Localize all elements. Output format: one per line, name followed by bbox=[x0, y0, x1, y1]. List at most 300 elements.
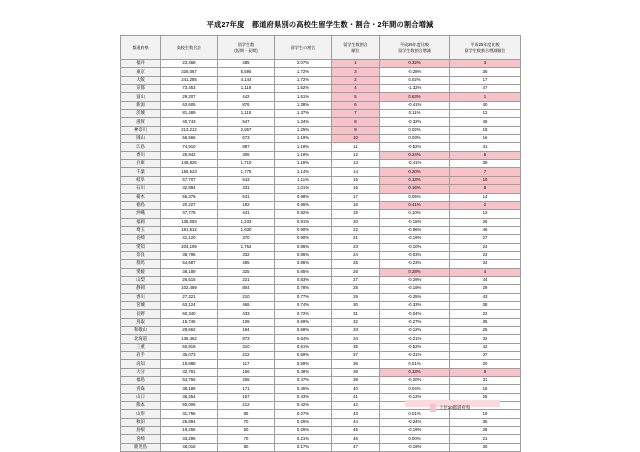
cell-exchange-students: 1,778 bbox=[218, 168, 275, 176]
cell-prefecture: 千葉 bbox=[121, 168, 161, 176]
cell-total-students: 36,254 bbox=[161, 393, 218, 401]
cell-change: 0.16% bbox=[380, 185, 450, 193]
cell-prefecture: 兵庫 bbox=[121, 160, 161, 168]
table-row bbox=[121, 243, 521, 251]
cell-change-rank: 3 bbox=[450, 60, 521, 68]
cell-change: -0.32% bbox=[380, 118, 450, 126]
table-row bbox=[121, 310, 521, 318]
table-row bbox=[121, 193, 521, 201]
cell-prefecture: 栃木 bbox=[121, 193, 161, 201]
cell-ratio-rank: 18 bbox=[332, 201, 380, 209]
cell-prefecture: 奈良 bbox=[121, 251, 161, 259]
cell-prefecture: 三重 bbox=[121, 343, 161, 351]
cell-prefecture: 福井 bbox=[121, 60, 161, 68]
cell-exchange-students: 441 bbox=[218, 210, 275, 218]
cell-ratio: 0.61% bbox=[275, 343, 332, 351]
cell-ratio: 0.21% bbox=[275, 435, 332, 443]
cell-ratio: 0.26% bbox=[275, 427, 332, 435]
cell-prefecture: 新潟 bbox=[121, 101, 161, 109]
cell-ratio: 1.38% bbox=[275, 101, 332, 109]
table-row bbox=[121, 335, 521, 343]
cell-exchange-students: 156 bbox=[218, 368, 275, 376]
column-header-ratio: 留学生の割合 bbox=[275, 36, 332, 60]
cell-prefecture: 福島 bbox=[121, 377, 161, 385]
cell-ratio-rank: 25 bbox=[332, 260, 380, 268]
cell-change-rank: 6 bbox=[450, 151, 521, 159]
cell-total-students: 241,285 bbox=[161, 76, 218, 84]
cell-ratio: 0.95% bbox=[275, 201, 332, 209]
cell-ratio: 1.34% bbox=[275, 118, 332, 126]
cell-change-rank: 46 bbox=[450, 226, 521, 234]
cell-prefecture: 岡山 bbox=[121, 135, 161, 143]
cell-change: 0.01% bbox=[380, 410, 450, 418]
cell-change-rank: 26 bbox=[450, 218, 521, 226]
cell-total-students: 19,256 bbox=[161, 427, 218, 435]
table-row bbox=[121, 126, 521, 134]
cell-ratio-rank: 40 bbox=[332, 385, 380, 393]
cell-prefecture: 山形 bbox=[121, 410, 161, 418]
cell-ratio-rank: 24 bbox=[332, 251, 380, 259]
table-row bbox=[121, 135, 521, 143]
cell-change: 0.10% bbox=[380, 210, 450, 218]
cell-change-rank: 42 bbox=[450, 343, 521, 351]
cell-ratio-rank: 13 bbox=[332, 160, 380, 168]
cell-prefecture: 愛知 bbox=[121, 243, 161, 251]
cell-change: -0.96% bbox=[380, 226, 450, 234]
cell-change-rank: 7 bbox=[450, 168, 521, 176]
cell-prefecture: 沖縄 bbox=[121, 210, 161, 218]
cell-ratio: 0.90% bbox=[275, 235, 332, 243]
cell-total-students: 25,942 bbox=[161, 151, 218, 159]
table-row bbox=[121, 226, 521, 234]
cell-ratio-rank: 27 bbox=[332, 276, 380, 284]
cell-total-students: 50,006 bbox=[161, 402, 218, 410]
cell-ratio-rank: 41 bbox=[332, 393, 380, 401]
cell-ratio: 1.19% bbox=[275, 135, 332, 143]
cell-prefecture: 徳島 bbox=[121, 201, 161, 209]
cell-exchange-students: 212 bbox=[218, 352, 275, 360]
cell-ratio: 1.14% bbox=[275, 168, 332, 176]
cell-change-rank: 18 bbox=[450, 126, 521, 134]
cell-change-rank: 8 bbox=[450, 185, 521, 193]
cell-change-rank: 21 bbox=[450, 435, 521, 443]
cell-ratio: 0.86% bbox=[275, 243, 332, 251]
cell-ratio: 0.45% bbox=[275, 385, 332, 393]
table-row bbox=[121, 352, 521, 360]
cell-prefecture: 大阪 bbox=[121, 76, 161, 84]
cell-total-students: 31,756 bbox=[161, 410, 218, 418]
cell-exchange-students: 109 bbox=[218, 318, 275, 326]
cell-change: 0.04% bbox=[380, 385, 450, 393]
table-row bbox=[121, 160, 521, 168]
cell-prefecture: 山梨 bbox=[121, 276, 161, 284]
cell-exchange-students: 306 bbox=[218, 151, 275, 159]
cell-ratio-rank: 20 bbox=[332, 218, 380, 226]
cell-change: -0.19% bbox=[380, 285, 450, 293]
cell-change: -0.25% bbox=[380, 293, 450, 301]
table-row bbox=[121, 443, 521, 451]
cell-change-rank: 24 bbox=[450, 243, 521, 251]
cell-change: -0.41% bbox=[380, 160, 450, 168]
cell-ratio-rank: 2 bbox=[332, 76, 380, 84]
table-row bbox=[121, 343, 521, 351]
cell-prefecture: 山口 bbox=[121, 393, 161, 401]
table-row bbox=[121, 435, 521, 443]
cell-prefecture: 北海道 bbox=[121, 335, 161, 343]
cell-exchange-students: 1,115 bbox=[218, 110, 275, 118]
cell-ratio-rank: 44 bbox=[332, 418, 380, 426]
cell-exchange-students: 157 bbox=[218, 393, 275, 401]
cell-change: -0.19% bbox=[380, 443, 450, 451]
table-row bbox=[121, 327, 521, 335]
cell-change: -0.41% bbox=[380, 101, 450, 109]
column-header-change: 平成25年度比較 留学生数割合増減 bbox=[380, 36, 450, 60]
cell-change: 0.05% bbox=[380, 193, 450, 201]
cell-exchange-students: 1,233 bbox=[218, 218, 275, 226]
cell-change: -0.19% bbox=[380, 235, 450, 243]
cell-prefecture: 宮崎 bbox=[121, 435, 161, 443]
cell-ratio-rank: 33 bbox=[332, 327, 380, 335]
cell-exchange-students: 673 bbox=[218, 135, 275, 143]
table-row bbox=[121, 377, 521, 385]
cell-exchange-students: 465 bbox=[218, 301, 275, 309]
table-row bbox=[121, 118, 521, 126]
cell-total-students: 63,605 bbox=[161, 101, 218, 109]
table-row bbox=[121, 76, 521, 84]
cell-total-students: 73,453 bbox=[161, 85, 218, 93]
cell-ratio-rank: 19 bbox=[332, 210, 380, 218]
cell-total-students: 213,212 bbox=[161, 126, 218, 134]
cell-ratio: 0.77% bbox=[275, 293, 332, 301]
cell-ratio-rank: 46 bbox=[332, 435, 380, 443]
cell-ratio: 1.01% bbox=[275, 185, 332, 193]
cell-exchange-students: 5,595 bbox=[218, 68, 275, 76]
cell-change-rank: 29 bbox=[450, 285, 521, 293]
cell-ratio-rank: 32 bbox=[332, 318, 380, 326]
cell-total-students: 19,888 bbox=[161, 360, 218, 368]
cell-change: -1.32% bbox=[380, 85, 450, 93]
column-header-change-rank: 平成25年度比較 留学生数割合増減順位 bbox=[450, 36, 521, 60]
cell-total-students: 204,199 bbox=[161, 243, 218, 251]
cell-exchange-students: 221 bbox=[218, 276, 275, 284]
cell-ratio-rank: 8 bbox=[332, 118, 380, 126]
cell-prefecture: 鹿児島 bbox=[121, 443, 161, 451]
cell-change-rank: 1 bbox=[450, 93, 521, 101]
cell-change-rank: 16 bbox=[450, 135, 521, 143]
cell-change-rank: 40 bbox=[450, 101, 521, 109]
cell-total-students: 26,894 bbox=[161, 418, 218, 426]
cell-prefecture: 東京 bbox=[121, 68, 161, 76]
cell-change: -0.15% bbox=[380, 218, 450, 226]
cell-change-rank: 43 bbox=[450, 293, 521, 301]
cell-ratio: 1.15% bbox=[275, 160, 332, 168]
cell-ratio-rank: 31 bbox=[332, 310, 380, 318]
cell-ratio-rank: 3 bbox=[332, 68, 380, 76]
cell-prefecture: 群馬 bbox=[121, 260, 161, 268]
cell-change-rank: 10 bbox=[450, 176, 521, 184]
cell-ratio: 1.18% bbox=[275, 143, 332, 151]
table-header-row bbox=[121, 36, 521, 60]
table-row bbox=[121, 418, 521, 426]
cell-ratio-rank: 12 bbox=[332, 151, 380, 159]
cell-total-students: 60,340 bbox=[161, 310, 218, 318]
cell-total-students: 15,746 bbox=[161, 318, 218, 326]
cell-total-students: 148,826 bbox=[161, 160, 218, 168]
cell-ratio-rank: 25 bbox=[332, 268, 380, 276]
cell-prefecture: 和歌山 bbox=[121, 327, 161, 335]
cell-prefecture: 長崎 bbox=[121, 235, 161, 243]
cell-total-students: 29,207 bbox=[161, 93, 218, 101]
cell-prefecture: 滋賀 bbox=[121, 118, 161, 126]
table-row bbox=[121, 151, 521, 159]
column-header-exchange-students: 留学生数 (短期・長期) bbox=[218, 36, 275, 60]
cell-change: -0.20% bbox=[380, 377, 450, 385]
cell-ratio-rank: 4 bbox=[332, 85, 380, 93]
cell-prefecture: 岩手 bbox=[121, 352, 161, 360]
cell-change-rank: 20 bbox=[450, 360, 521, 368]
cell-exchange-students: 873 bbox=[218, 335, 275, 343]
cell-ratio-rank: 5 bbox=[332, 93, 380, 101]
cell-change: 0.00% bbox=[380, 435, 450, 443]
cell-ratio: 0.17% bbox=[275, 443, 332, 451]
cell-prefecture: 青森 bbox=[121, 385, 161, 393]
cell-total-students: 326,067 bbox=[161, 68, 218, 76]
cell-ratio: 0.26% bbox=[275, 418, 332, 426]
cell-prefecture: 香川 bbox=[121, 293, 161, 301]
cell-exchange-students: 2,657 bbox=[218, 126, 275, 134]
cell-ratio-rank: 14 bbox=[332, 168, 380, 176]
cell-change-rank: 44 bbox=[450, 276, 521, 284]
cell-total-students: 38,795 bbox=[161, 251, 218, 259]
cell-exchange-students: 1,710 bbox=[218, 160, 275, 168]
cell-ratio-rank: 23 bbox=[332, 243, 380, 251]
table-row bbox=[121, 285, 521, 293]
cell-ratio-rank: 9 bbox=[332, 126, 380, 134]
cell-total-students: 32,781 bbox=[161, 368, 218, 376]
cell-ratio: 0.78% bbox=[275, 285, 332, 293]
cell-ratio-rank: 1 bbox=[332, 60, 380, 68]
cell-ratio: 0.86% bbox=[275, 251, 332, 259]
cell-ratio: 0.27% bbox=[275, 410, 332, 418]
statistics-table bbox=[120, 35, 521, 452]
table-row bbox=[121, 176, 521, 184]
cell-ratio: 0.74% bbox=[275, 301, 332, 309]
cell-ratio-rank: 39 bbox=[332, 377, 380, 385]
cell-exchange-students: 1,630 bbox=[218, 226, 275, 234]
cell-change: -0.04% bbox=[380, 310, 450, 318]
cell-total-students: 81,489 bbox=[161, 110, 218, 118]
cell-ratio: 1.11% bbox=[275, 176, 332, 184]
cell-total-students: 63,124 bbox=[161, 301, 218, 309]
cell-change: -0.12% bbox=[380, 327, 450, 335]
cell-exchange-students: 433 bbox=[218, 310, 275, 318]
cell-ratio: 0.69% bbox=[275, 318, 332, 326]
cell-change-rank: 35 bbox=[450, 318, 521, 326]
cell-prefecture: 鳥取 bbox=[121, 318, 161, 326]
cell-change: 0.03% bbox=[380, 135, 450, 143]
table-row bbox=[121, 68, 521, 76]
table-row bbox=[121, 168, 521, 176]
cell-change: -0.03% bbox=[380, 251, 450, 259]
cell-ratio: 1.72% bbox=[275, 76, 332, 84]
cell-ratio-rank: 16 bbox=[332, 185, 380, 193]
cell-ratio: 1.72% bbox=[275, 68, 332, 76]
cell-change-rank: 31 bbox=[450, 377, 521, 385]
cell-change-rank: 23 bbox=[450, 251, 521, 259]
page-title: 平成27年度 都道府県別の高校生留学生数・割合・2年間の割合増減 bbox=[206, 20, 434, 29]
cell-exchange-students: 50 bbox=[218, 427, 275, 435]
cell-total-students: 155,523 bbox=[161, 168, 218, 176]
cell-total-students: 47,778 bbox=[161, 210, 218, 218]
cell-ratio-rank: 21 bbox=[332, 235, 380, 243]
cell-change-rank: 45 bbox=[450, 118, 521, 126]
cell-change-rank: 9 bbox=[450, 368, 521, 376]
cell-total-students: 135,462 bbox=[161, 335, 218, 343]
cell-ratio: 0.83% bbox=[275, 276, 332, 284]
cell-change-rank: 19 bbox=[450, 410, 521, 418]
cell-ratio-rank: 15 bbox=[332, 176, 380, 184]
legend-color-swatch bbox=[430, 404, 436, 412]
cell-ratio-rank: 10 bbox=[332, 135, 380, 143]
table-row bbox=[121, 360, 521, 368]
cell-ratio: 0.68% bbox=[275, 327, 332, 335]
cell-ratio-rank: 7 bbox=[332, 110, 380, 118]
cell-change-rank: 38 bbox=[450, 301, 521, 309]
cell-exchange-students: 804 bbox=[218, 285, 275, 293]
cell-exchange-students: 1,752 bbox=[218, 243, 275, 251]
table-row bbox=[121, 427, 521, 435]
table-row bbox=[121, 85, 521, 93]
legend bbox=[430, 404, 470, 412]
cell-ratio: 1.52% bbox=[275, 85, 332, 93]
cell-exchange-students: 876 bbox=[218, 101, 275, 109]
table-row bbox=[121, 251, 521, 259]
cell-ratio: 0.59% bbox=[275, 352, 332, 360]
cell-change-rank: 32 bbox=[450, 335, 521, 343]
cell-total-students: 135,093 bbox=[161, 218, 218, 226]
column-header-prefecture: 都道府県 bbox=[121, 36, 161, 60]
cell-change-rank: 22 bbox=[450, 310, 521, 318]
cell-prefecture: 埼玉 bbox=[121, 226, 161, 234]
cell-total-students: 181,512 bbox=[161, 226, 218, 234]
cell-total-students: 23,468 bbox=[161, 60, 218, 68]
cell-change-rank: 27 bbox=[450, 235, 521, 243]
cell-change: 0.32% bbox=[380, 60, 450, 68]
cell-total-students: 20,227 bbox=[161, 201, 218, 209]
cell-exchange-students: 80 bbox=[218, 443, 275, 451]
table-row bbox=[121, 276, 521, 284]
cell-total-students: 102,489 bbox=[161, 285, 218, 293]
cell-prefecture: 広島 bbox=[121, 143, 161, 151]
cell-exchange-students: 643 bbox=[218, 176, 275, 184]
cell-ratio: 0.98% bbox=[275, 193, 332, 201]
cell-total-students: 38,189 bbox=[161, 268, 218, 276]
cell-ratio: 0.91% bbox=[275, 218, 332, 226]
cell-exchange-students: 85 bbox=[218, 410, 275, 418]
cell-total-students: 48,016 bbox=[161, 443, 218, 451]
cell-ratio: 0.85% bbox=[275, 260, 332, 268]
cell-change: 0.01% bbox=[380, 360, 450, 368]
table-row bbox=[121, 110, 521, 118]
cell-change: -0.24% bbox=[380, 418, 450, 426]
cell-change: 0.28% bbox=[380, 268, 450, 276]
table-row bbox=[121, 318, 521, 326]
cell-total-students: 56,566 bbox=[161, 135, 218, 143]
cell-ratio: 1.37% bbox=[275, 110, 332, 118]
cell-total-students: 33,299 bbox=[161, 435, 218, 443]
table-row bbox=[121, 260, 521, 268]
cell-change: 0.02% bbox=[380, 76, 450, 84]
cell-change: -0.52% bbox=[380, 343, 450, 351]
cell-ratio-rank: 45 bbox=[332, 427, 380, 435]
cell-ratio: 0.92% bbox=[275, 210, 332, 218]
cell-ratio-rank: 11 bbox=[332, 143, 380, 151]
cell-prefecture: 神奈川 bbox=[121, 126, 161, 134]
cell-exchange-students: 70 bbox=[218, 435, 275, 443]
cell-change: -0.31% bbox=[380, 352, 450, 360]
table-row bbox=[121, 60, 521, 68]
cell-change-rank: 14 bbox=[450, 193, 521, 201]
table-row bbox=[121, 218, 521, 226]
cell-change: -0.27% bbox=[380, 318, 450, 326]
cell-prefecture: 島根 bbox=[121, 427, 161, 435]
cell-change-rank: 25 bbox=[450, 327, 521, 335]
cell-prefecture: 秋田 bbox=[121, 418, 161, 426]
table-row bbox=[121, 385, 521, 393]
cell-change-rank: 30 bbox=[450, 443, 521, 451]
cell-change-rank: 36 bbox=[450, 68, 521, 76]
cell-exchange-students: 194 bbox=[218, 327, 275, 335]
cell-prefecture: 愛媛 bbox=[121, 268, 161, 276]
cell-prefecture: 福岡 bbox=[121, 218, 161, 226]
cell-change: -0.52% bbox=[380, 143, 450, 151]
cell-exchange-students: 331 bbox=[218, 185, 275, 193]
cell-ratio-rank: 37 bbox=[332, 352, 380, 360]
cell-change: -0.19% bbox=[380, 427, 450, 435]
cell-exchange-students: 192 bbox=[218, 201, 275, 209]
cell-change: -0.12% bbox=[380, 393, 450, 401]
cell-prefecture: 静岡 bbox=[121, 285, 161, 293]
cell-change-rank: 39 bbox=[450, 160, 521, 168]
cell-total-students: 36,073 bbox=[161, 352, 218, 360]
cell-change-rank: 25 bbox=[450, 393, 521, 401]
cell-prefecture: 茨城 bbox=[121, 110, 161, 118]
cell-ratio: 0.85% bbox=[275, 268, 332, 276]
table-row bbox=[121, 368, 521, 376]
cell-change: -0.28% bbox=[380, 68, 450, 76]
cell-prefecture: 石川 bbox=[121, 185, 161, 193]
cell-exchange-students: 1,118 bbox=[218, 85, 275, 93]
cell-exchange-students: 310 bbox=[218, 343, 275, 351]
cell-ratio-rank: 22 bbox=[332, 226, 380, 234]
cell-ratio-rank: 29 bbox=[332, 293, 380, 301]
cell-total-students: 28,662 bbox=[161, 327, 218, 335]
cell-exchange-students: 117 bbox=[218, 360, 275, 368]
column-header-total-students: 高校生数合計 bbox=[161, 36, 218, 60]
table-header bbox=[121, 36, 521, 60]
cell-change: 0.13% bbox=[380, 176, 450, 184]
cell-exchange-students: 442 bbox=[218, 93, 275, 101]
cell-prefecture: 大分 bbox=[121, 368, 161, 376]
cell-total-students: 54,766 bbox=[161, 377, 218, 385]
cell-ratio: 2.07% bbox=[275, 60, 332, 68]
cell-ratio: 0.48% bbox=[275, 368, 332, 376]
cell-exchange-students: 541 bbox=[218, 193, 275, 201]
cell-exchange-students: 325 bbox=[218, 268, 275, 276]
table-row bbox=[121, 143, 521, 151]
cell-ratio: 1.25% bbox=[275, 126, 332, 134]
cell-change: 0.02% bbox=[380, 126, 450, 134]
